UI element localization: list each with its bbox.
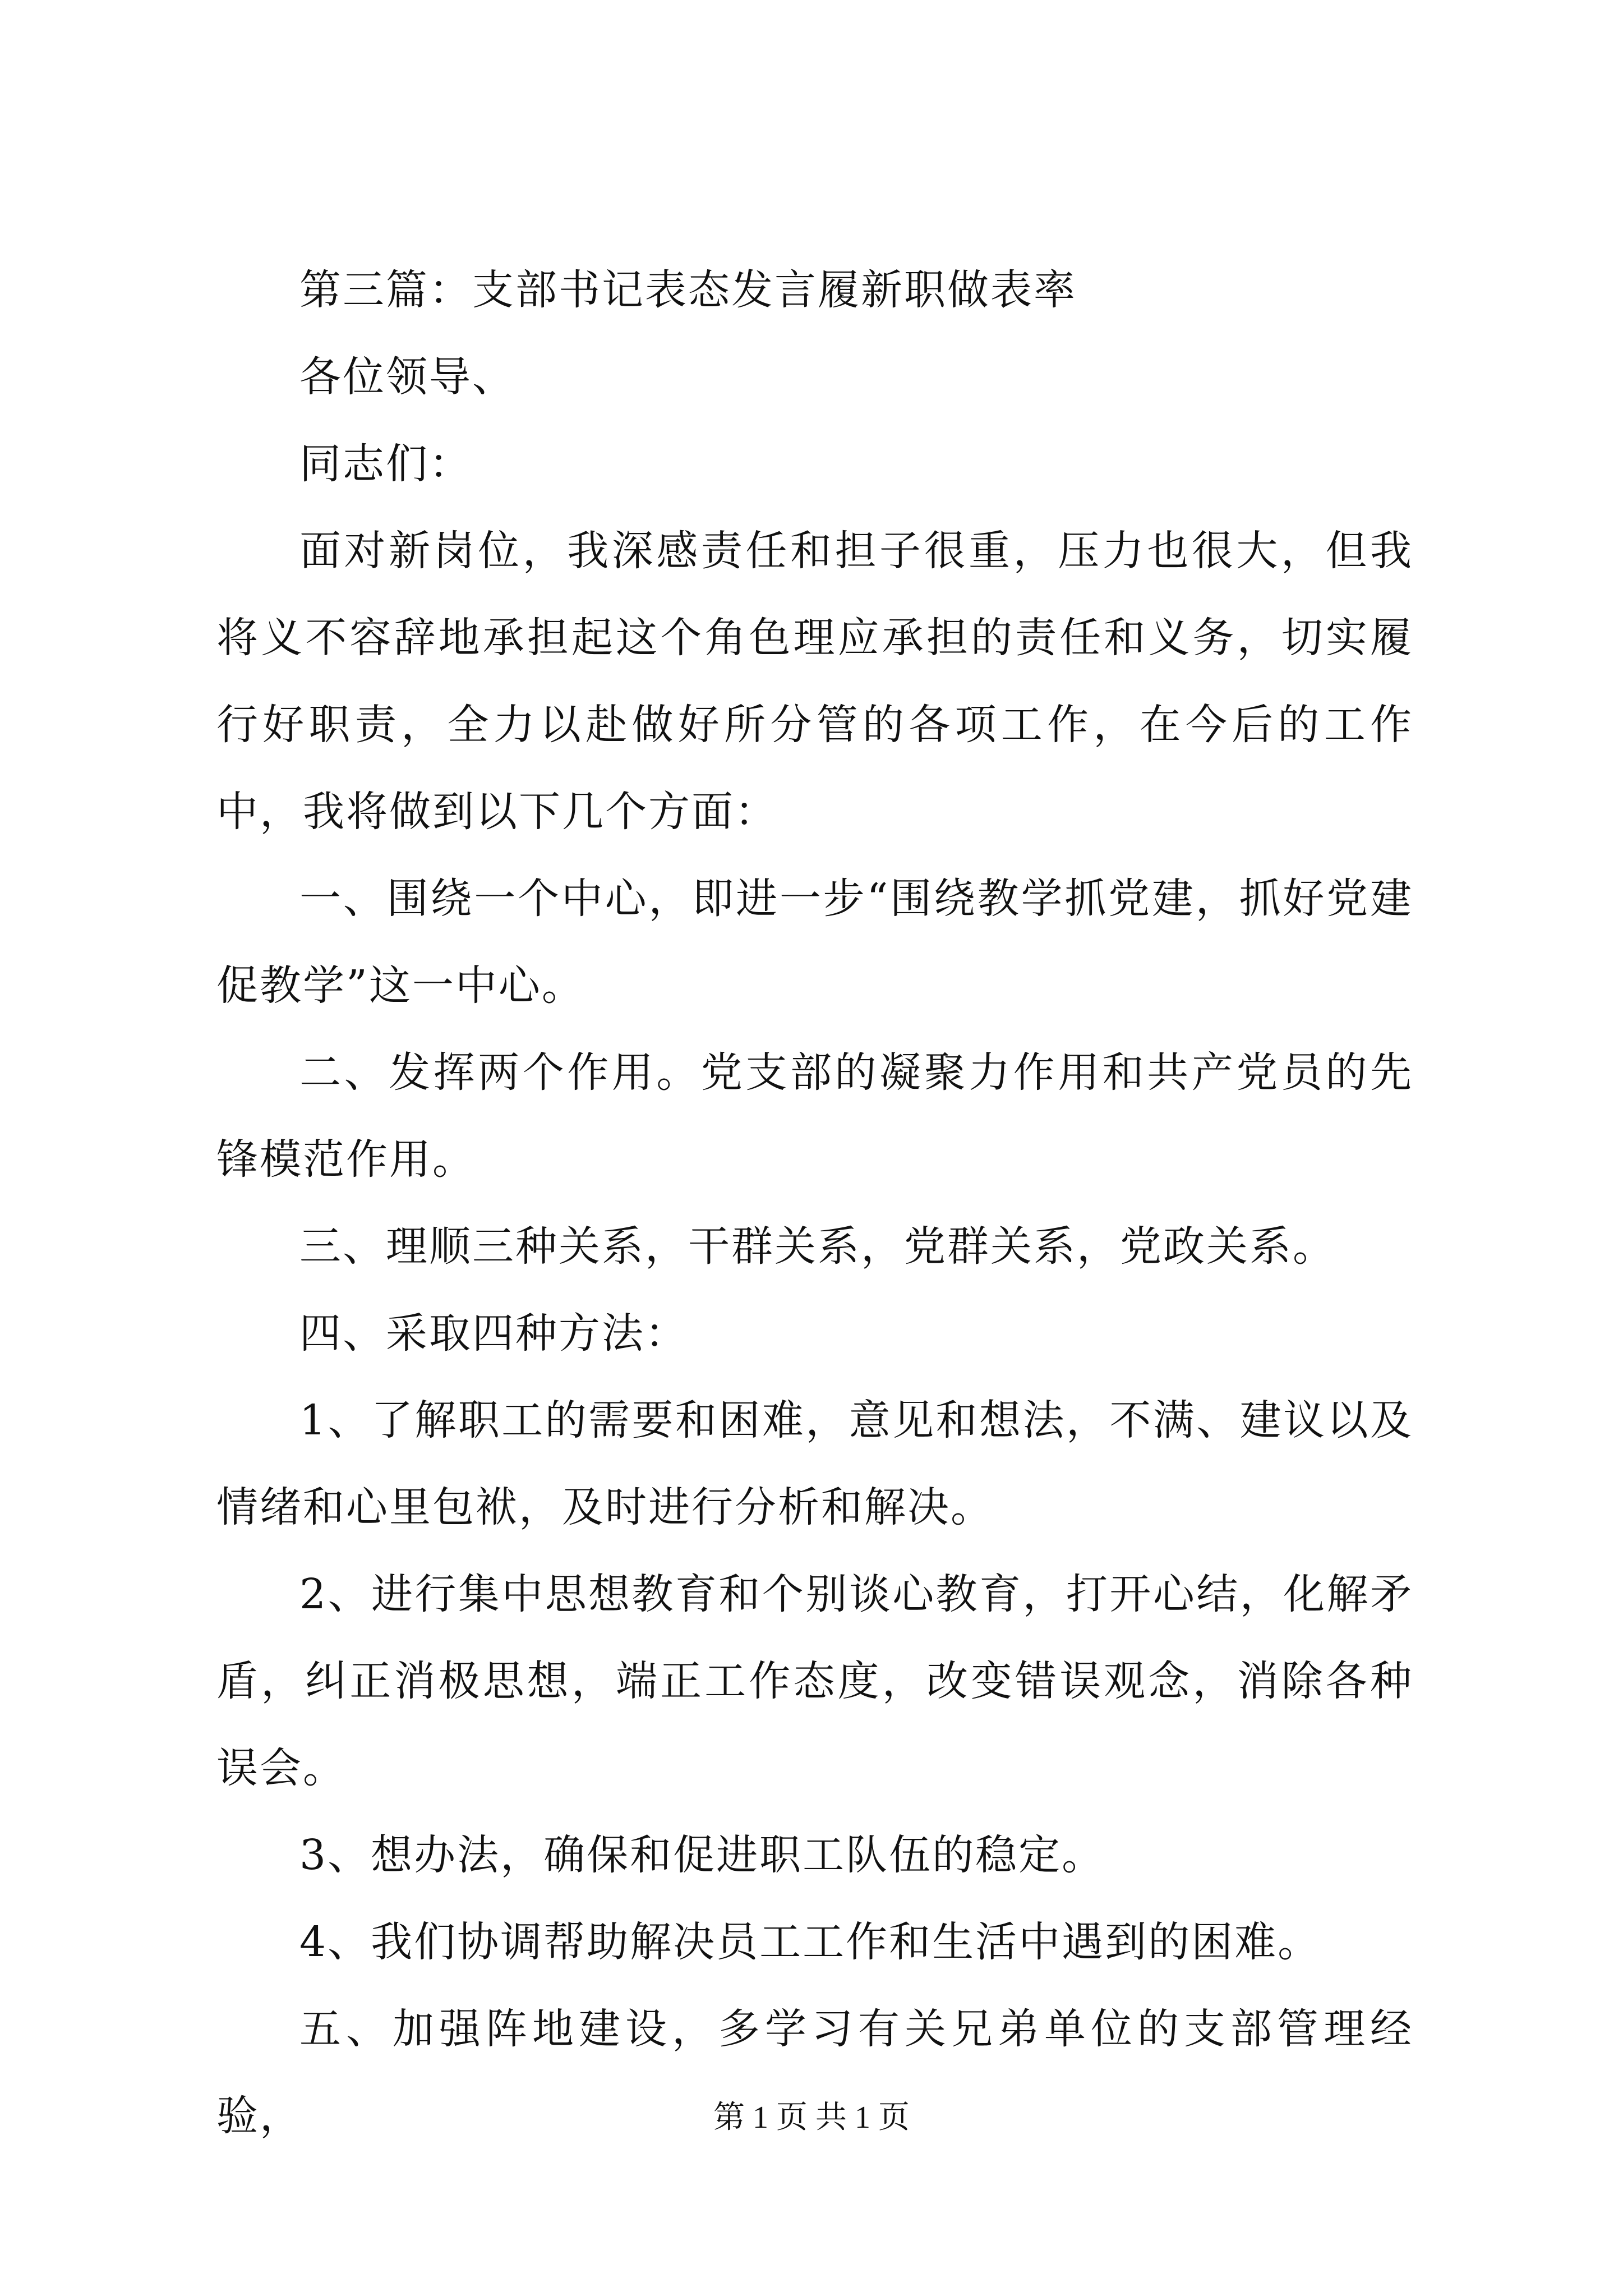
paragraph-method-1: 1、了解职工的需要和困难，意见和想法，不满、建议以及情绪和心里包袱，及时进行分析和解决。 (216, 1396, 1413, 1531)
section-title: 第三篇：支部书记表态发言履新职做表率 (299, 266, 1077, 314)
paragraph-intro: 面对新岗位，我深感责任和担子很重，压力也很大，但我将义不容辞地承担起这个角色理应承担的责任和义务，切实履行好职责，全力以赴做好所分管的各项工作，在今后的工作中，我将做到以下几个方面： (216, 527, 1413, 836)
salutation-line-2: 同志们： (299, 440, 472, 488)
document-body (216, 247, 1413, 2160)
paragraph-point-2: 二、发挥两个作用。党支部的凝聚力作用和共产党员的先锋模范作用。 (216, 1048, 1413, 1184)
paragraph-point-4: 四、采取四种方法： (299, 1309, 688, 1358)
paragraph-point-1: 一、围绕一个中心，即进一步“围绕教学抓党建，抓好党建促教学”这一中心。 (216, 875, 1413, 1010)
salutation-line-1: 各位领导、 (299, 353, 515, 401)
paragraph-method-2: 2、进行集中思想教育和个别谈心教育，打开心结，化解矛盾，纠正消极思想，端正工作态度，改变错误观念，消除各种误会。 (216, 1570, 1413, 1792)
paragraph-point-5: 五、加强阵地建设，多学习有关兄弟单位的支部管理经验， (216, 2005, 1413, 2140)
paragraph-method-4: 4、我们协调帮助解决员工工作和生活中遇到的困难。 (299, 1918, 1321, 1966)
page-number-footer: 第 1 页 共 1 页 (713, 2100, 910, 2135)
paragraph-point-3: 三、理顺三种关系，干群关系，党群关系，党政关系。 (299, 1222, 1336, 1271)
paragraph-method-3: 3、想办法，确保和促进职工队伍的稳定。 (299, 1831, 1105, 1879)
